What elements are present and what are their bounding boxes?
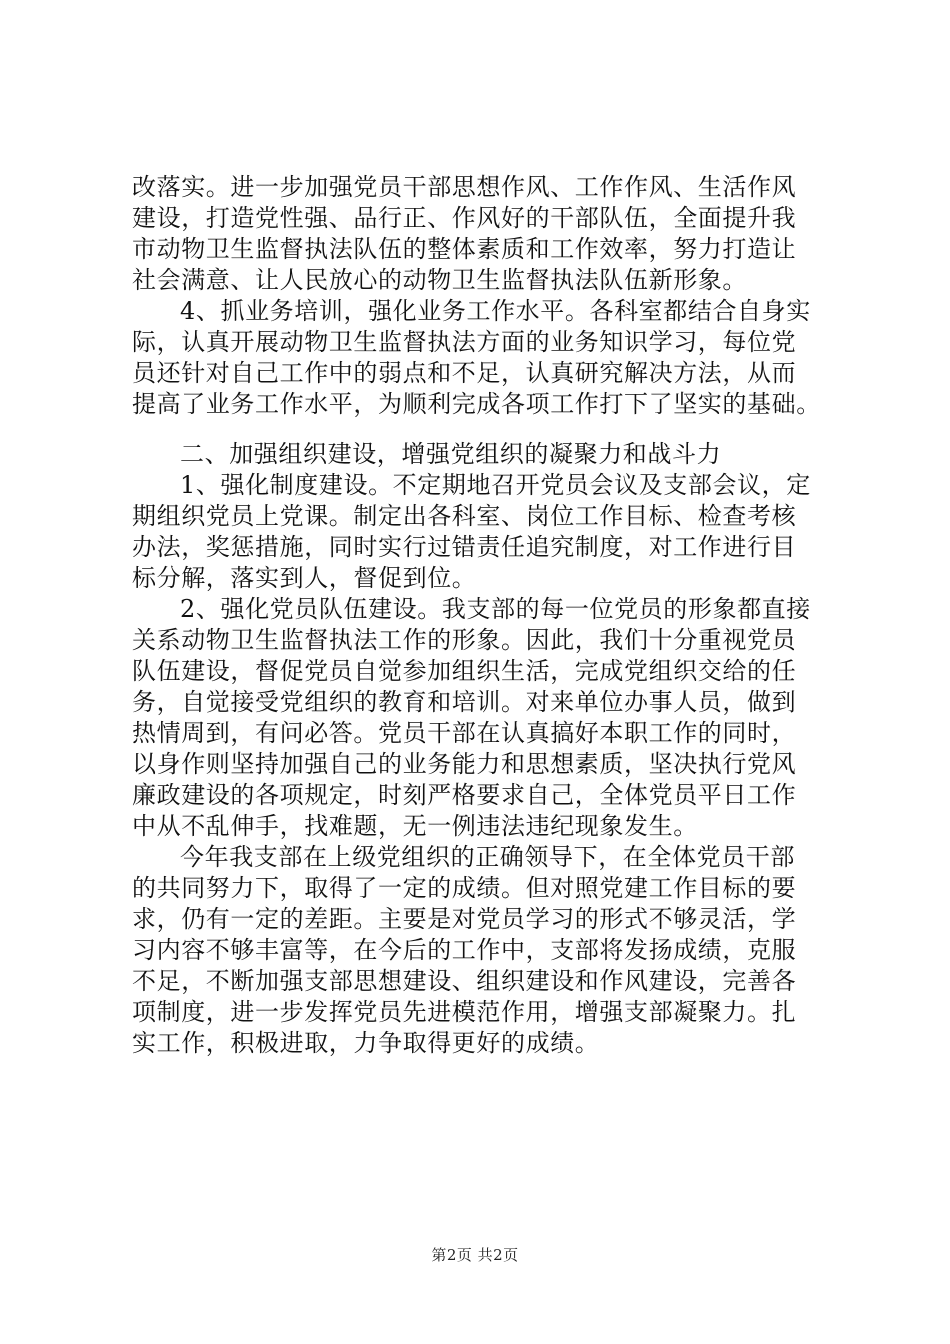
text-line: 的共同努力下，取得了一定的成绩。但对照党建工作目标的要 [132, 874, 797, 902]
text-line: 期组织党员上党课。制定出各科室、岗位工作目标、检查考核 [132, 502, 797, 530]
text-line: 求，仍有一定的差距。主要是对党员学习的形式不够灵活，学 [132, 905, 797, 933]
text-line: 今年我支部在上级党组织的正确领导下，在全体党员干部 [180, 843, 795, 871]
section-heading: 二、加强组织建设，增强党组织的凝聚力和战斗力 [180, 440, 722, 468]
text-line: 标分解，落实到人，督促到位。 [132, 564, 477, 592]
paragraph-continued [132, 172, 832, 296]
document-body [132, 172, 832, 1059]
text-line: 不足，不断加强支部思想建设、组织建设和作风建设，完善各 [132, 967, 797, 995]
text-line: 办法，奖惩措施，同时实行过错责任追究制度，对工作进行目 [132, 533, 797, 561]
text-line: 际，认真开展动物卫生监督执法方面的业务知识学习，每位党 [132, 328, 797, 356]
text-line: 2、强化党员队伍建设。我支部的每一位党员的形象都直接 [180, 595, 811, 623]
text-line: 队伍建设，督促党员自觉参加组织生活，完成党组织交给的任 [132, 657, 797, 685]
text-line: 习内容不够丰富等，在今后的工作中，支部将发扬成绩，克服 [132, 936, 797, 964]
paragraph-conclusion [132, 842, 832, 1059]
text-line: 1、强化制度建设。不定期地召开党员会议及支部会议，定 [180, 471, 811, 499]
text-line: 员还针对自己工作中的弱点和不足，认真研究解决方法，从而 [132, 359, 797, 387]
text-line: 项制度，进一步发挥党员先进模范作用，增强支部凝聚力。扎 [132, 998, 797, 1026]
text-line: 建设，打造党性强、品行正、作风好的干部队伍，全面提升我 [132, 204, 797, 232]
text-line: 改落实。进一步加强党员干部思想作风、工作作风、生活作风 [132, 173, 797, 201]
text-line: 以身作则坚持加强自己的业务能力和思想素质，坚决执行党风 [132, 750, 797, 778]
text-line: 社会满意、让人民放心的动物卫生监督执法队伍新形象。 [132, 266, 747, 294]
text-line: 提高了业务工作水平，为顺利完成各项工作打下了坚实的基础。 [132, 390, 821, 418]
text-line: 实工作，积极进取，力争取得更好的成绩。 [132, 1029, 600, 1057]
page-number-footer: 第2页 共2页 [431, 1246, 519, 1264]
paragraph-gap [132, 420, 832, 439]
paragraph-team-building [132, 594, 832, 842]
text-line: 廉政建设的各项规定，时刻严格要求自己，全体党员平日工作 [132, 781, 797, 809]
text-line: 关系动物卫生监督执法工作的形象。因此，我们十分重视党员 [132, 626, 797, 654]
text-line: 4、抓业务培训，强化业务工作水平。各科室都结合自身实 [180, 297, 811, 325]
text-line: 中从不乱伸手，找难题，无一例违法违纪现象发生。 [132, 812, 698, 840]
text-line: 热情周到，有问必答。党员干部在认真搞好本职工作的同时， [132, 719, 797, 747]
text-line: 市动物卫生监督执法队伍的整体素质和工作效率，努力打造让 [132, 235, 797, 263]
text-line: 务，自觉接受党组织的教育和培训。对来单位办事人员，做到 [132, 688, 797, 716]
paragraph-system-building [132, 470, 832, 594]
paragraph-business-training [132, 296, 832, 420]
